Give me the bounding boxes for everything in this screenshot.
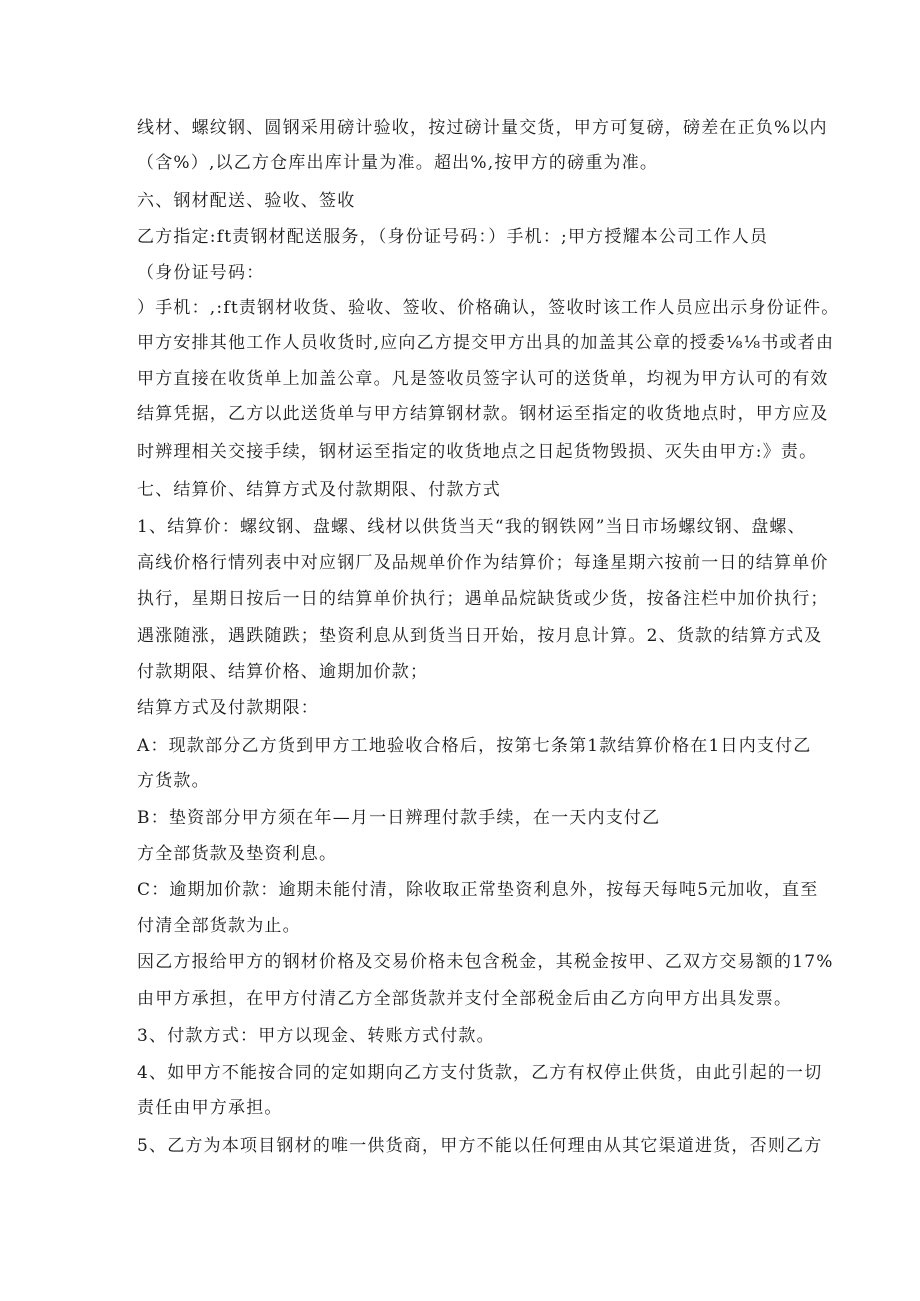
text-line: 方货款。 bbox=[137, 771, 210, 791]
text-line: 因乙方报给甲方的钢材价格及交易价格未包含税金，其税金按甲、乙双方交易额的17% bbox=[137, 952, 834, 972]
text-line: 5、乙方为本项目钢材的唯一供货商，甲方不能以任何理由从其它渠道进货，否则乙方 bbox=[137, 1136, 823, 1156]
text-line: 结算凭据，乙方以此送货单与甲方结算钢材款。钢材运至指定的收货地点时，甲方应及 bbox=[137, 404, 829, 424]
text-line: 时辨理相关交接手续，钢材运至指定的收货地点之日起货物毁损、灭失由甲方:》责。 bbox=[137, 442, 818, 462]
section-heading: 七、结算价、结算方式及付款期限、付款方式 bbox=[137, 480, 501, 500]
text-line: （身份证号码： bbox=[137, 263, 265, 283]
text-line: 由甲方承担，在甲方付清乙方全部货款并支付全部税金后由乙方向甲方出具发票。 bbox=[137, 989, 793, 1009]
text-line: 付款期限、结算价格、逾期加价款； bbox=[137, 662, 429, 682]
text-line: 甲方直接在收货单上加盖公章。凡是签收员签字认可的送货单，均视为甲方认可的有效 bbox=[137, 369, 829, 389]
text-line: 付清全部货款为止。 bbox=[137, 916, 301, 936]
text-line: 1、结算价：螺纹钢、盘螺、线材以供货当天“我的钢铁网”当日市场螺纹钢、盘螺、 bbox=[137, 517, 806, 537]
text-line: 3、付款方式：甲方以现金、转账方式付款。 bbox=[137, 1026, 495, 1046]
text-line: 4、如甲方不能按合同的定如期向乙方支付货款，乙方有权停止供货，由此引起的一切 bbox=[137, 1063, 823, 1083]
text-line: 责任由甲方承担。 bbox=[137, 1098, 283, 1118]
text-line: A：现款部分乙方货到甲方工地验收合格后，按第七条第1款结算价格在1日内支付乙 bbox=[137, 736, 812, 756]
text-line: （含%）,以乙方仓库出库计量为准。超出%,按甲方的磅重为准。 bbox=[137, 153, 659, 173]
text-line: 线材、螺纹钢、圆钢采用磅计验收，按过磅计量交货，甲方可复磅，磅差在正负%以内 bbox=[137, 118, 828, 138]
text-line: C：逾期加价款：逾期未能付清，除收取正常垫资利息外，按每天每吨5元加收，直至 bbox=[137, 880, 819, 900]
text-line: 执行，星期日按后一日的结算单价执行；遇单品烷缺货或少货，按备注栏中加价执行； bbox=[137, 589, 829, 609]
text-line: ）手机：,:ft责钢材收货、验收、签收、价格确认，签收时该工作人员应出示身份证件。 bbox=[137, 298, 840, 318]
text-line: 高线价格行情列表中对应钢厂及品规单价作为结算价；每逢星期六按前一日的结算单价 bbox=[137, 553, 829, 573]
text-line: 遇涨随涨，遇跌随跌；垫资利息从到货当日开始，按月息计算。2、货款的结算方式及 bbox=[137, 626, 823, 646]
text-line: 方全部货款及垫资利息。 bbox=[137, 844, 338, 864]
section-heading: 六、钢材配送、验收、签收 bbox=[137, 191, 356, 211]
text-line: 结算方式及付款期限： bbox=[137, 698, 319, 718]
text-line: 甲方安排其他工作人员收货时,应向乙方提交甲方出具的加盖其公章的授委⅛⅛书或者由 bbox=[137, 333, 835, 353]
text-line: 乙方指定:ft责钢材配送服务，（身份证号码：）手机：;甲方授耀本公司工作人员 bbox=[137, 227, 769, 247]
text-line: B：垫资部分甲方须在年—月一日辨理付款手续，在一天内支付乙 bbox=[137, 808, 661, 828]
